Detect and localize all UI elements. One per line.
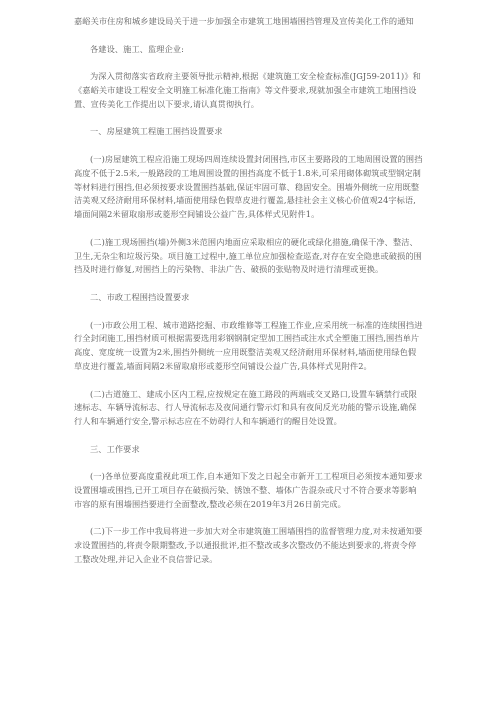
section-1-paragraph-2: (二)施工现场围挡(墙)外侧3米范围内地面应采取相应的硬化或绿化措施,确保干净、整洁、卫生,无杂尘和垃圾污染。项目施工过程中,施工单位应加强检查巡查,对存在安全隐患或破损的围挡及时进行修复,对围挡上的污染物、非法广告、破损的张贴物及时进行清理或更换。 xyxy=(74,236,422,275)
section-1-paragraph-1: (一)房屋建筑工程应沿施工现场四周连续设置封闭围挡,市区主要路段的工地周围设置的围挡高度不低于2.5米,一般路段的工地周围设置的围挡高度不低于1.8米,可采用砌体砌筑或型钢定制等材料进行围挡,但必须按要求设置围挡基础,保证牢固可靠、稳固安全。围墙外侧统一应用既整洁美观又经济耐用环保材料,墙面使用绿色假草皮进行覆盖,悬挂社会主义核心价值观24字标语,墙面间隔2米留取扇形或菱形空间铺设公益广告,具体样式见附件1。 xyxy=(74,153,423,220)
section-2-paragraph-2: (二)古道施工、建成小区内工程,应按规定在施工路段的两端或交叉路口,设置车辆禁行或限速标志、车辆导流标志、行人导流标志及夜间通行警示灯和具有夜间反光功能的警示设施,确保行人和车辆通行安全,警示标志应在不妨碍行人和车辆通行的醒目处设置。 xyxy=(74,388,417,427)
document-title: 嘉峪关市住房和城乡建设局关于进一步加强全市建筑工地围墙围挡管理及宣传美化工作的通知 xyxy=(74,16,414,26)
section-2-paragraph-1: (一)市政公用工程、城市道路挖掘、市政维修等工程施工作业,应采用统一标准的连续围挡进行全封闭施工,围挡材质可根据需要选用彩钢钢制定型加工围挡或注水式全塑施工围挡,围挡单片高度、宽度统一设置为2米,围挡外侧统一应用既整洁美观又经济耐用环保材料,墙面使用绿色假草皮进行覆盖,墙面间隔2米留取扇形或菱形空间铺设公益广告,具体样式见附件2。 xyxy=(74,319,423,371)
section-3-heading: 三、工作要求 xyxy=(90,443,140,454)
intro-paragraph: 为深入贯彻落实省政府主要领导批示精神,根据《建筑施工安全检查标准(JGJ59-2011)》和《嘉峪关市建设工程安全文明施工标准化施工指南》等文件要求,现就加强全市建筑工地围挡设置、宣传美化工作提出以下要求,请认真贯彻执行。 xyxy=(74,71,421,109)
document-page xyxy=(74,15,424,581)
section-1-heading: 一、房屋建筑工程施工围挡设置要求 xyxy=(90,126,223,137)
salutation: 各建设、施工、监理企业: xyxy=(90,43,185,54)
section-3-paragraph-1: (一)各单位要高度重视此项工作,自本通知下发之日起全市新开工工程项目必须按本通知要求设置围墙或围挡,已开工项目存在破损污染、锈蚀不整、墙体广告混杂或尺寸不符合要求等影响市容的原有围墙围挡要进行全面整改,整改必须在2019年3月26日前完成。 xyxy=(74,471,423,509)
section-2-heading: 二、市政工程围挡设置要求 xyxy=(90,291,190,302)
section-3-paragraph-2: (二)下一步工作中我局将进一步加大对全市建筑施工围墙围挡的监督管理力度,对未按通知要求设置围挡的,将责令限期整改,予以通报批评,拒不整改或多次整改仍不能达到要求的,将责令停工整改处理,并记入企业不良信誉记录。 xyxy=(74,526,423,565)
